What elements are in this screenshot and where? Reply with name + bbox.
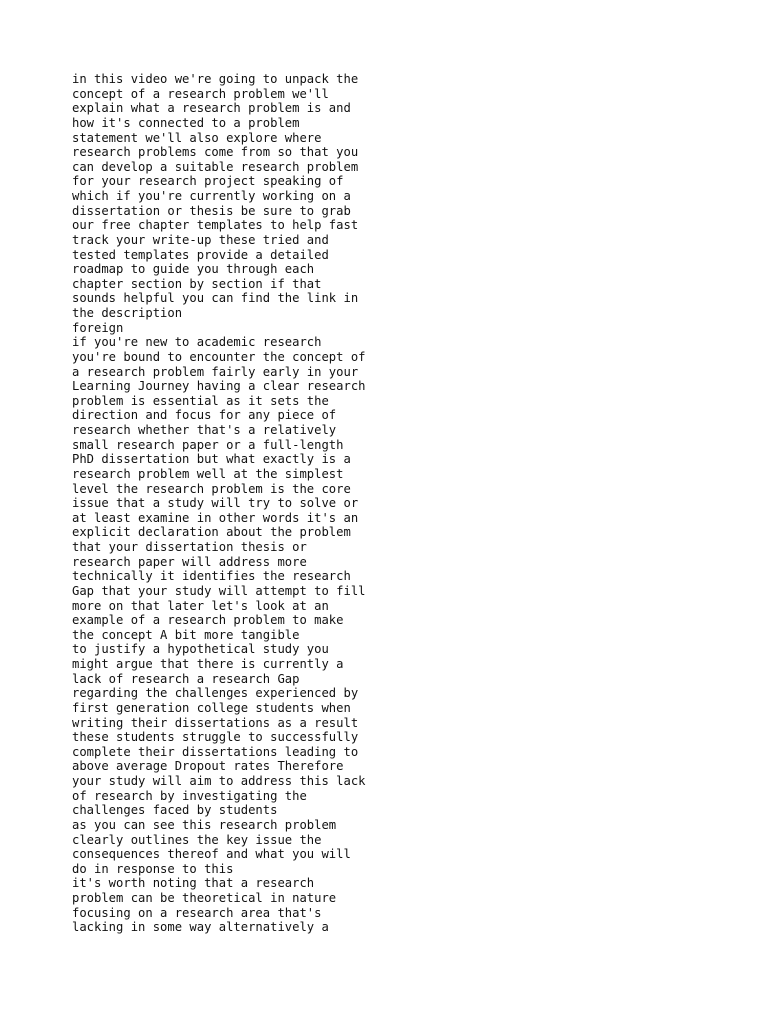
transcript-line: research paper will address more <box>72 554 307 569</box>
transcript-line: research problems come from so that you <box>72 145 359 160</box>
transcript-line: at least examine in other words it's an <box>72 510 359 525</box>
transcript-line: that your dissertation thesis or <box>72 540 307 554</box>
transcript-line: Gap that your study will attempt to fill <box>72 583 366 598</box>
transcript-line: clearly outlines the key issue the <box>72 832 322 847</box>
transcript-text <box>72 72 712 935</box>
transcript-line: small research paper or a full-length <box>72 437 344 452</box>
transcript-line: roadmap to guide you through each <box>72 262 315 277</box>
transcript-line: statement we'll also explore where <box>72 130 322 145</box>
transcript-line: challenges faced by students <box>72 803 278 818</box>
transcript-line: as you can see this research problem <box>72 817 337 832</box>
transcript-line: Learning Journey having a clear research <box>72 379 366 394</box>
transcript-line: a research problem fairly early in your <box>72 364 359 379</box>
transcript-line: focusing on a research area that's <box>72 905 322 920</box>
transcript-line: level the research problem is the core <box>72 481 351 496</box>
transcript-line: complete their dissertations leading to <box>72 744 359 759</box>
transcript-line: lack of research a research Gap <box>72 671 300 686</box>
transcript-line: track your write-up these tried and <box>72 232 329 247</box>
transcript-line: dissertation or thesis be sure to grab <box>72 203 351 218</box>
transcript-line: issue that a study will try to solve or <box>72 496 359 511</box>
transcript-line: PhD dissertation but what exactly is a <box>72 452 351 467</box>
transcript-line: our free chapter templates to help fast <box>72 218 359 233</box>
transcript-line: you're bound to encounter the concept of <box>72 349 366 364</box>
transcript-line: explicit declaration about the problem <box>72 525 351 540</box>
transcript-line: the concept A bit more tangible <box>72 627 300 642</box>
transcript-line: research whether that's a relatively <box>72 423 337 437</box>
transcript-line: to justify a hypothetical study you <box>72 642 329 657</box>
transcript-line: for your research project speaking of <box>72 174 344 189</box>
transcript-line: regarding the challenges experienced by <box>72 686 359 701</box>
transcript-line: of research by investigating the <box>72 788 307 803</box>
transcript-line: writing their dissertations as a result <box>72 715 359 730</box>
transcript-line: which if you're currently working on a <box>72 189 351 203</box>
transcript-line: if you're new to academic research <box>72 335 322 350</box>
transcript-line: the description <box>72 306 183 320</box>
transcript-line: chapter section by section if that <box>72 276 322 291</box>
transcript-line: explain what a research problem is and <box>72 101 351 116</box>
transcript-line: consequences thereof and what you will <box>72 847 351 862</box>
transcript-line: more on that later let's look at an <box>72 598 329 613</box>
transcript-line: how it's connected to a problem <box>72 115 300 130</box>
transcript-line: in this video we're going to unpack the <box>72 72 359 86</box>
transcript-line: lacking in some way alternatively a <box>72 920 329 935</box>
transcript-line: problem can be theoretical in nature <box>72 891 337 905</box>
transcript-line: it's worth noting that a research <box>72 876 315 891</box>
transcript-line: can develop a suitable research problem <box>72 159 359 174</box>
transcript-line: these students struggle to successfully <box>72 730 359 745</box>
transcript-line: foreign <box>72 320 124 335</box>
transcript-line: technically it identifies the research <box>72 569 351 584</box>
transcript-line: your study will aim to address this lack <box>72 774 366 788</box>
transcript-line: do in response to this <box>72 861 234 876</box>
transcript-line: direction and focus for any piece of <box>72 408 337 423</box>
transcript-line: above average Dropout rates Therefore <box>72 759 344 774</box>
transcript-line: might argue that there is currently a <box>72 657 344 671</box>
transcript-line: research problem well at the simplest <box>72 466 344 481</box>
transcript-line: sounds helpful you can find the link in <box>72 291 359 306</box>
transcript-line: concept of a research problem we'll <box>72 86 329 101</box>
transcript-line: tested templates provide a detailed <box>72 247 329 262</box>
transcript-line: example of a research problem to make <box>72 613 344 628</box>
transcript-line: first generation college students when <box>72 700 351 715</box>
transcript-line: problem is essential as it sets the <box>72 393 329 408</box>
